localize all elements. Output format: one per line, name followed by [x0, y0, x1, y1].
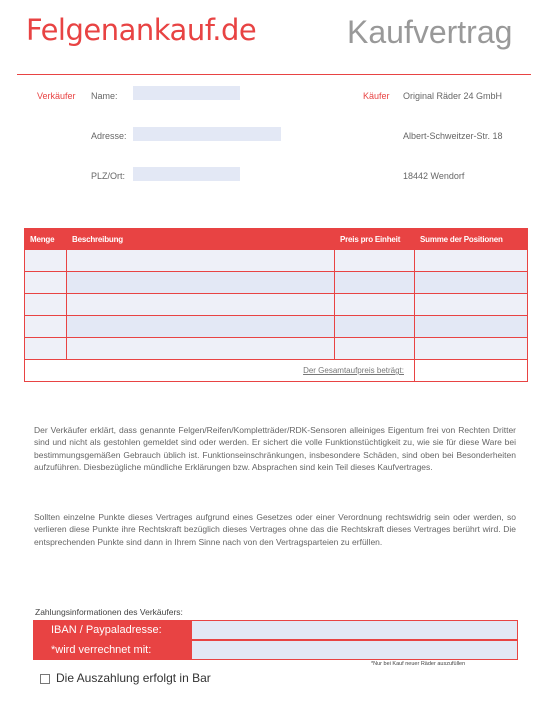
seller-section-label: Verkäufer — [37, 91, 76, 101]
quantity-cell[interactable] — [25, 316, 67, 338]
buyer-street: Albert-Schweitzer-Str. 18 — [403, 131, 503, 141]
offset-row — [33, 640, 518, 660]
line-total-cell[interactable] — [415, 294, 528, 316]
table-row — [25, 316, 528, 338]
seller-name-label: Name: — [91, 91, 118, 101]
quantity-cell[interactable] — [25, 272, 67, 294]
payment-footnote: *Nur bei Kauf neuer Räder auszufüllen — [371, 661, 466, 667]
seller-address-label: Adresse: — [91, 131, 127, 141]
offset-field[interactable] — [191, 641, 517, 659]
description-cell[interactable] — [67, 250, 335, 272]
column-header-line-total: Summe der Positionen — [415, 229, 528, 250]
header-divider — [17, 74, 531, 75]
table-row — [25, 272, 528, 294]
total-row — [25, 360, 528, 382]
cash-payout-label: Die Auszahlung erfolgt in Bar — [56, 671, 211, 685]
unit-price-cell[interactable] — [335, 272, 415, 294]
iban-label: IBAN / Paypaladresse: — [34, 621, 191, 639]
description-cell[interactable] — [67, 294, 335, 316]
cash-payout-checkbox[interactable] — [40, 674, 50, 684]
line-total-cell[interactable] — [415, 272, 528, 294]
column-header-unit-price: Preis pro Einheit — [335, 229, 415, 250]
unit-price-cell[interactable] — [335, 294, 415, 316]
seller-address-field[interactable] — [133, 127, 281, 141]
description-cell[interactable] — [67, 316, 335, 338]
table-row — [25, 250, 528, 272]
column-header-quantity: Menge — [25, 229, 67, 250]
quantity-cell[interactable] — [25, 294, 67, 316]
unit-price-cell[interactable] — [335, 338, 415, 360]
offset-label: *wird verrechnet mit: — [34, 641, 191, 659]
seller-zip-city-label: PLZ/Ort: — [91, 171, 126, 181]
iban-field[interactable] — [191, 621, 517, 639]
column-header-description: Beschreibung — [67, 229, 335, 250]
line-total-cell[interactable] — [415, 338, 528, 360]
ownership-declaration-paragraph: Der Verkäufer erklärt, dass genannte Felgen/Reifen/Kompletträder/RDK-Sensoren alleiniges Eigentum frei von Rechten Dritter sind und nicht als gestohlen gemeldet sind oder werden. Er sichert die volle Funktionstüchtigkeit zu, wie sie für diese Ware bei bestimmungsgemäßen Gebrauch üblich ist. Funktionseinschränkungen, insbesondere Schäden, sind oben bei Besonderheiten aufzuführen. Diesbezügliche mündliche Erklärungen bzw. Absprachen sind kein Teil dieses Kaufvertrages. — [34, 425, 516, 473]
line-total-cell[interactable] — [415, 316, 528, 338]
line-total-cell[interactable] — [415, 250, 528, 272]
table-row — [25, 294, 528, 316]
unit-price-cell[interactable] — [335, 250, 415, 272]
total-label: Der Gesamtaufpreis beträgt: — [25, 360, 415, 382]
severability-clause-paragraph: Sollten einzelne Punkte dieses Vertrages aufgrund eines Gesetzes oder einer Verordnung rechtswidrig sein oder werden, so verlieren diese Punkte ihre Rechtskraft bezüglich dieses Vertrages ohne das die Rechtskraft dieses Vertrages berührt wird. Die entsprechenden Punkte sind dann in Ihrem Sinne nach von den Vertragsparteien zu erfüllen. — [34, 512, 516, 547]
logo: Felgenankauf.de — [26, 13, 257, 47]
seller-name-field[interactable] — [133, 86, 240, 100]
quantity-cell[interactable] — [25, 338, 67, 360]
description-cell[interactable] — [67, 272, 335, 294]
unit-price-cell[interactable] — [335, 316, 415, 338]
positions-table — [24, 228, 528, 382]
table-row — [25, 338, 528, 360]
description-cell[interactable] — [67, 338, 335, 360]
buyer-section-label: Käufer — [363, 91, 390, 101]
seller-zip-city-field[interactable] — [133, 167, 240, 181]
payment-info-heading: Zahlungsinformationen des Verkäufers: — [35, 607, 183, 617]
buyer-name: Original Räder 24 GmbH — [403, 91, 503, 101]
iban-row — [33, 620, 518, 640]
document-title: Kaufvertrag — [347, 14, 513, 50]
table-header-row — [25, 229, 528, 250]
buyer-zip-city: 18442 Wendorf — [403, 171, 465, 181]
total-amount-cell[interactable] — [415, 360, 528, 382]
quantity-cell[interactable] — [25, 250, 67, 272]
